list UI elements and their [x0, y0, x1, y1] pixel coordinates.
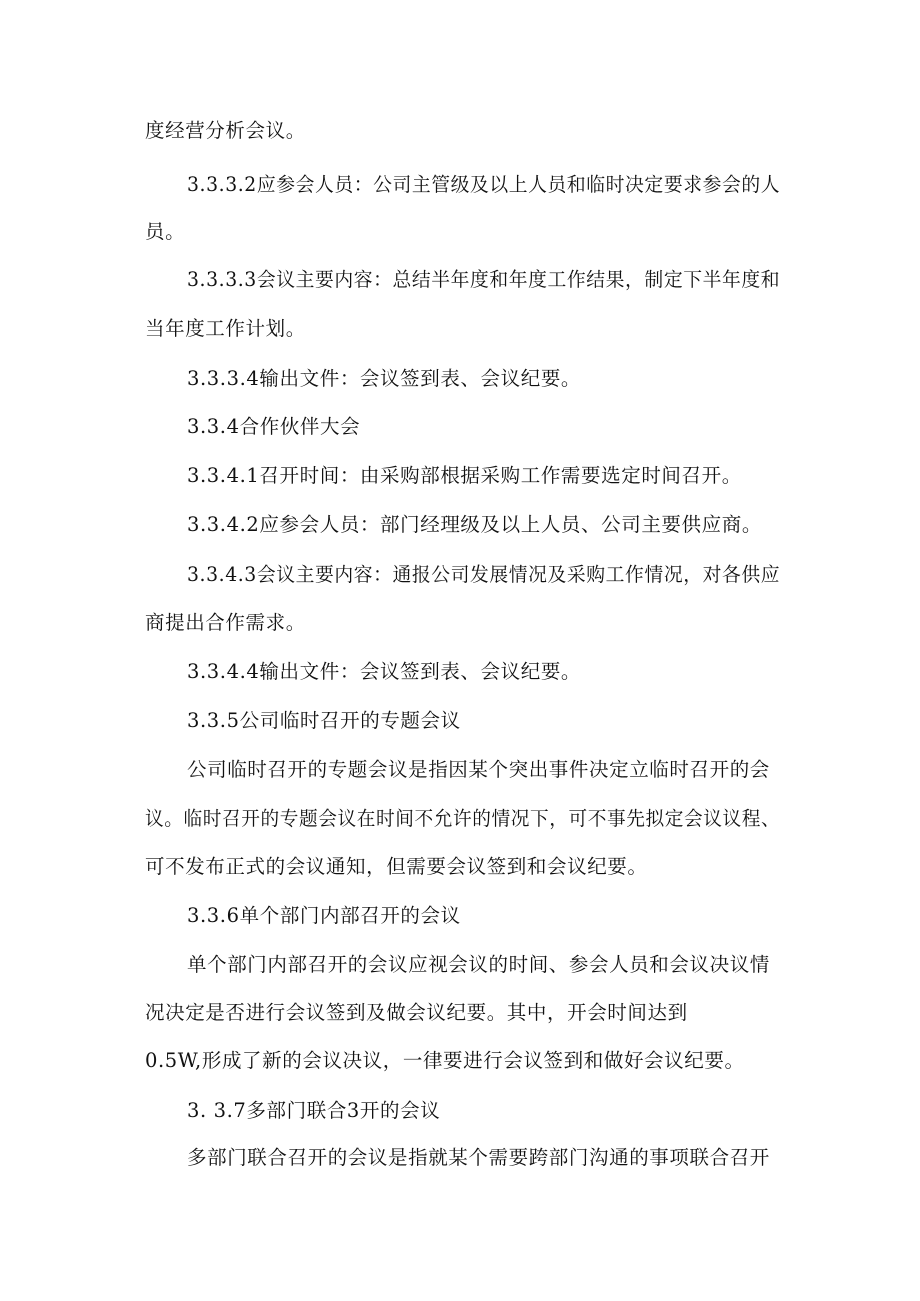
text-line-8: 3.3.4.1召开时间：由采购部根据采购工作需要选定时间召开。	[187, 464, 742, 487]
text-line-3: 员。	[145, 220, 186, 243]
text-line-13: 3.3.5公司临时召开的专题会议	[187, 709, 461, 732]
text-line-12: 3.3.4.4输出文件：会议签到表、会议纪要。	[187, 660, 582, 683]
text-line-17: 3.3.6单个部门内部召开的会议	[187, 904, 461, 927]
text-line-5: 当年度工作计划。	[145, 317, 306, 340]
text-line-4: 3.3.3.3会议主要内容：总结半年度和年度工作结果，制定下半年度和	[187, 268, 781, 291]
text-line-1: 度经营分析会议。	[145, 119, 306, 142]
text-line-14: 公司临时召开的专题会议是指因某个突出事件决定立临时召开的会	[187, 758, 770, 781]
text-line-21: 3. 3.7多部门联合3开的会议	[187, 1099, 441, 1122]
text-line-15: 议。临时召开的专题会议在时间不允许的情况下，可不事先拟定会议议程、	[145, 807, 781, 830]
text-line-7: 3.3.4合作伙伴大会	[187, 415, 361, 438]
text-line-19: 况决定是否进行会议签到及做会议纪要。其中，开会时间达到	[145, 1001, 688, 1024]
text-line-6: 3.3.3.4输出文件：会议签到表、会议纪要。	[187, 367, 582, 390]
text-line-16: 可不发布正式的会议通知，但需要会议签到和会议纪要。	[145, 855, 648, 878]
text-line-9: 3.3.4.2应参会人员：部门经理级及以上人员、公司主要供应商。	[187, 513, 762, 536]
text-line-22: 多部门联合召开的会议是指就某个需要跨部门沟通的事项联合召开	[187, 1146, 770, 1169]
text-line-11: 商提出合作需求。	[145, 611, 306, 634]
text-line-2: 3.3.3.2应参会人员：公司主管级及以上人员和临时决定要求参会的人	[187, 173, 781, 196]
text-line-10: 3.3.4.3会议主要内容：通报公司发展情况及采购工作情况，对各供应	[187, 563, 781, 586]
text-line-18: 单个部门内部召开的会议应视会议的时间、参会人员和会议决议情	[187, 953, 770, 976]
text-line-20: 0.5W,形成了新的会议决议，一律要进行会议签到和做好会议纪要。	[145, 1049, 745, 1072]
